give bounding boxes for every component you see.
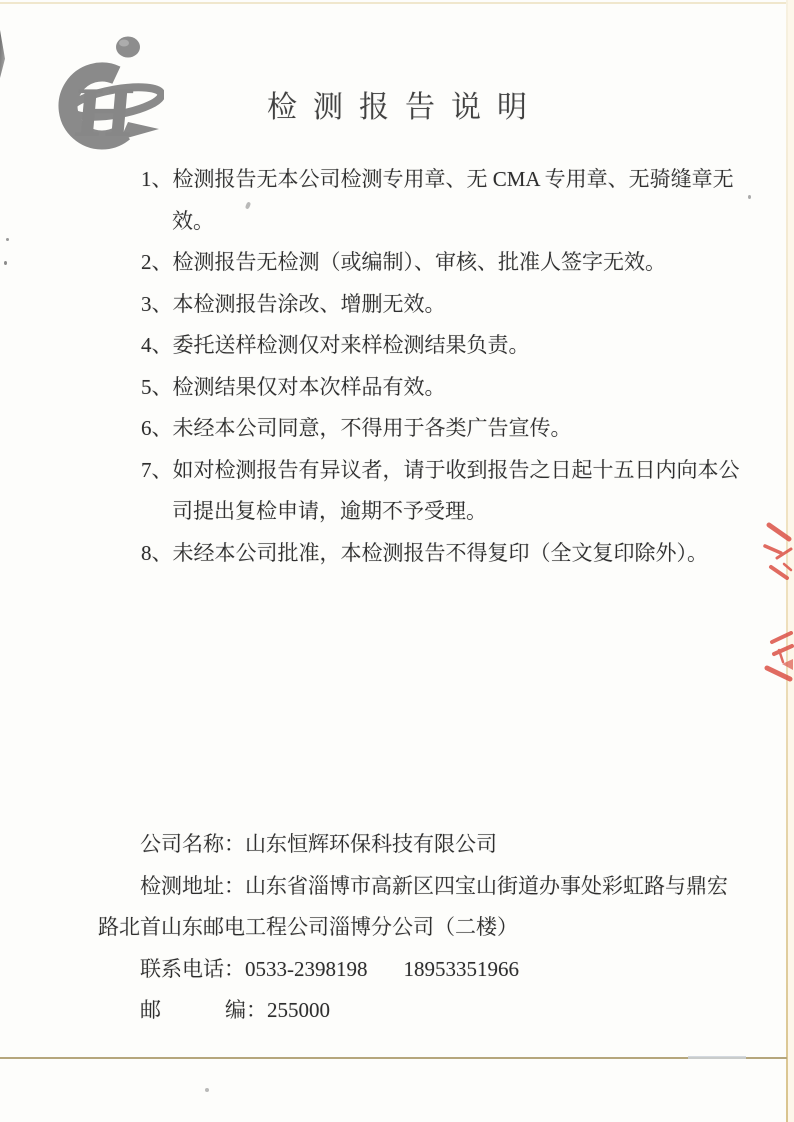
postal-code-value: 255000 [267, 998, 330, 1022]
red-seal-fragment-icon [760, 520, 794, 586]
item-text: 检测结果仅对本次样品有效。 [172, 374, 446, 399]
item-text: 检测报告无本公司检测专用章、无 CMA 专用章、无骑缝章无 [172, 167, 734, 191]
notice-item-2 [141, 242, 740, 284]
item-text: 未经本公司批准，本检测报告不得复印（全文复印除外）。 [172, 540, 708, 565]
address-line-1 [98, 866, 728, 908]
item-number: 5、 [141, 374, 173, 399]
notice-list [141, 159, 740, 574]
item-number: 4、 [141, 333, 173, 357]
notice-item-3 [141, 284, 740, 326]
notice-item-1-continued: 效。 [172, 208, 214, 233]
company-name-value: 山东恒辉环保科技有限公司 [245, 832, 497, 856]
notice-item-6 [141, 408, 740, 450]
page-title: 检测报告说明 [267, 91, 543, 124]
phone-number-2: 18953351966 [403, 956, 519, 981]
item-text: 未经本公司同意，不得用于各类广告宣传。 [172, 416, 572, 440]
item-number: 1、 [141, 167, 173, 191]
item-text: 本检测报告涂改、增删无效。 [172, 291, 446, 316]
address-line-2: 路北首山东邮电工程公司淄博分公司（二楼） [98, 915, 518, 939]
item-text: 委托送样检测仅对来样检测结果负责。 [172, 333, 530, 357]
scan-speck [748, 195, 751, 199]
notice-item-7 [141, 450, 740, 492]
red-seal-fragment-icon [760, 626, 794, 688]
phone-number-1: 0533-2398198 [245, 956, 368, 981]
svg-text:H: H [70, 77, 138, 152]
item-number: 2、 [141, 250, 173, 274]
postal-label-part2: 编： [225, 998, 267, 1022]
address-value-1: 山东省淄博市高新区四宝山街道办事处彩虹路与鼎宏 [245, 873, 728, 898]
notice-item-4 [141, 325, 740, 367]
item-number: 6、 [141, 416, 173, 440]
address-label: 检测地址： [140, 873, 245, 898]
postal-line [98, 990, 728, 1032]
paper-edge-shadow [688, 1056, 746, 1059]
notice-item-1 [141, 159, 740, 201]
item-text: 检测报告无检测（或编制）、审核、批准人签字无效。 [172, 250, 666, 274]
paper-edge-top-line [0, 2, 794, 4]
scan-artifact-wedge [0, 30, 5, 78]
scan-speck [4, 261, 7, 265]
scan-speck [6, 238, 9, 241]
scan-speck [205, 1088, 209, 1092]
phone-label: 联系电话： [140, 956, 245, 981]
item-number: 8、 [141, 540, 173, 565]
phone-line [98, 949, 728, 991]
contact-block [98, 824, 728, 1032]
item-number: 7、 [141, 457, 173, 482]
notice-item-7-continued: 司提出复检申请，逾期不予受理。 [172, 499, 487, 523]
notice-item-8 [141, 533, 740, 575]
paper-edge-bottom-line [0, 1057, 787, 1059]
notice-item-5 [141, 367, 740, 409]
company-name-line [98, 824, 728, 866]
company-name-label: 公司名称： [140, 832, 245, 856]
item-number: 3、 [141, 291, 173, 316]
item-text: 如对检测报告有异议者，请于收到报告之日起十五日内向本公 [172, 457, 740, 482]
postal-label-part1: 邮 [140, 998, 161, 1022]
